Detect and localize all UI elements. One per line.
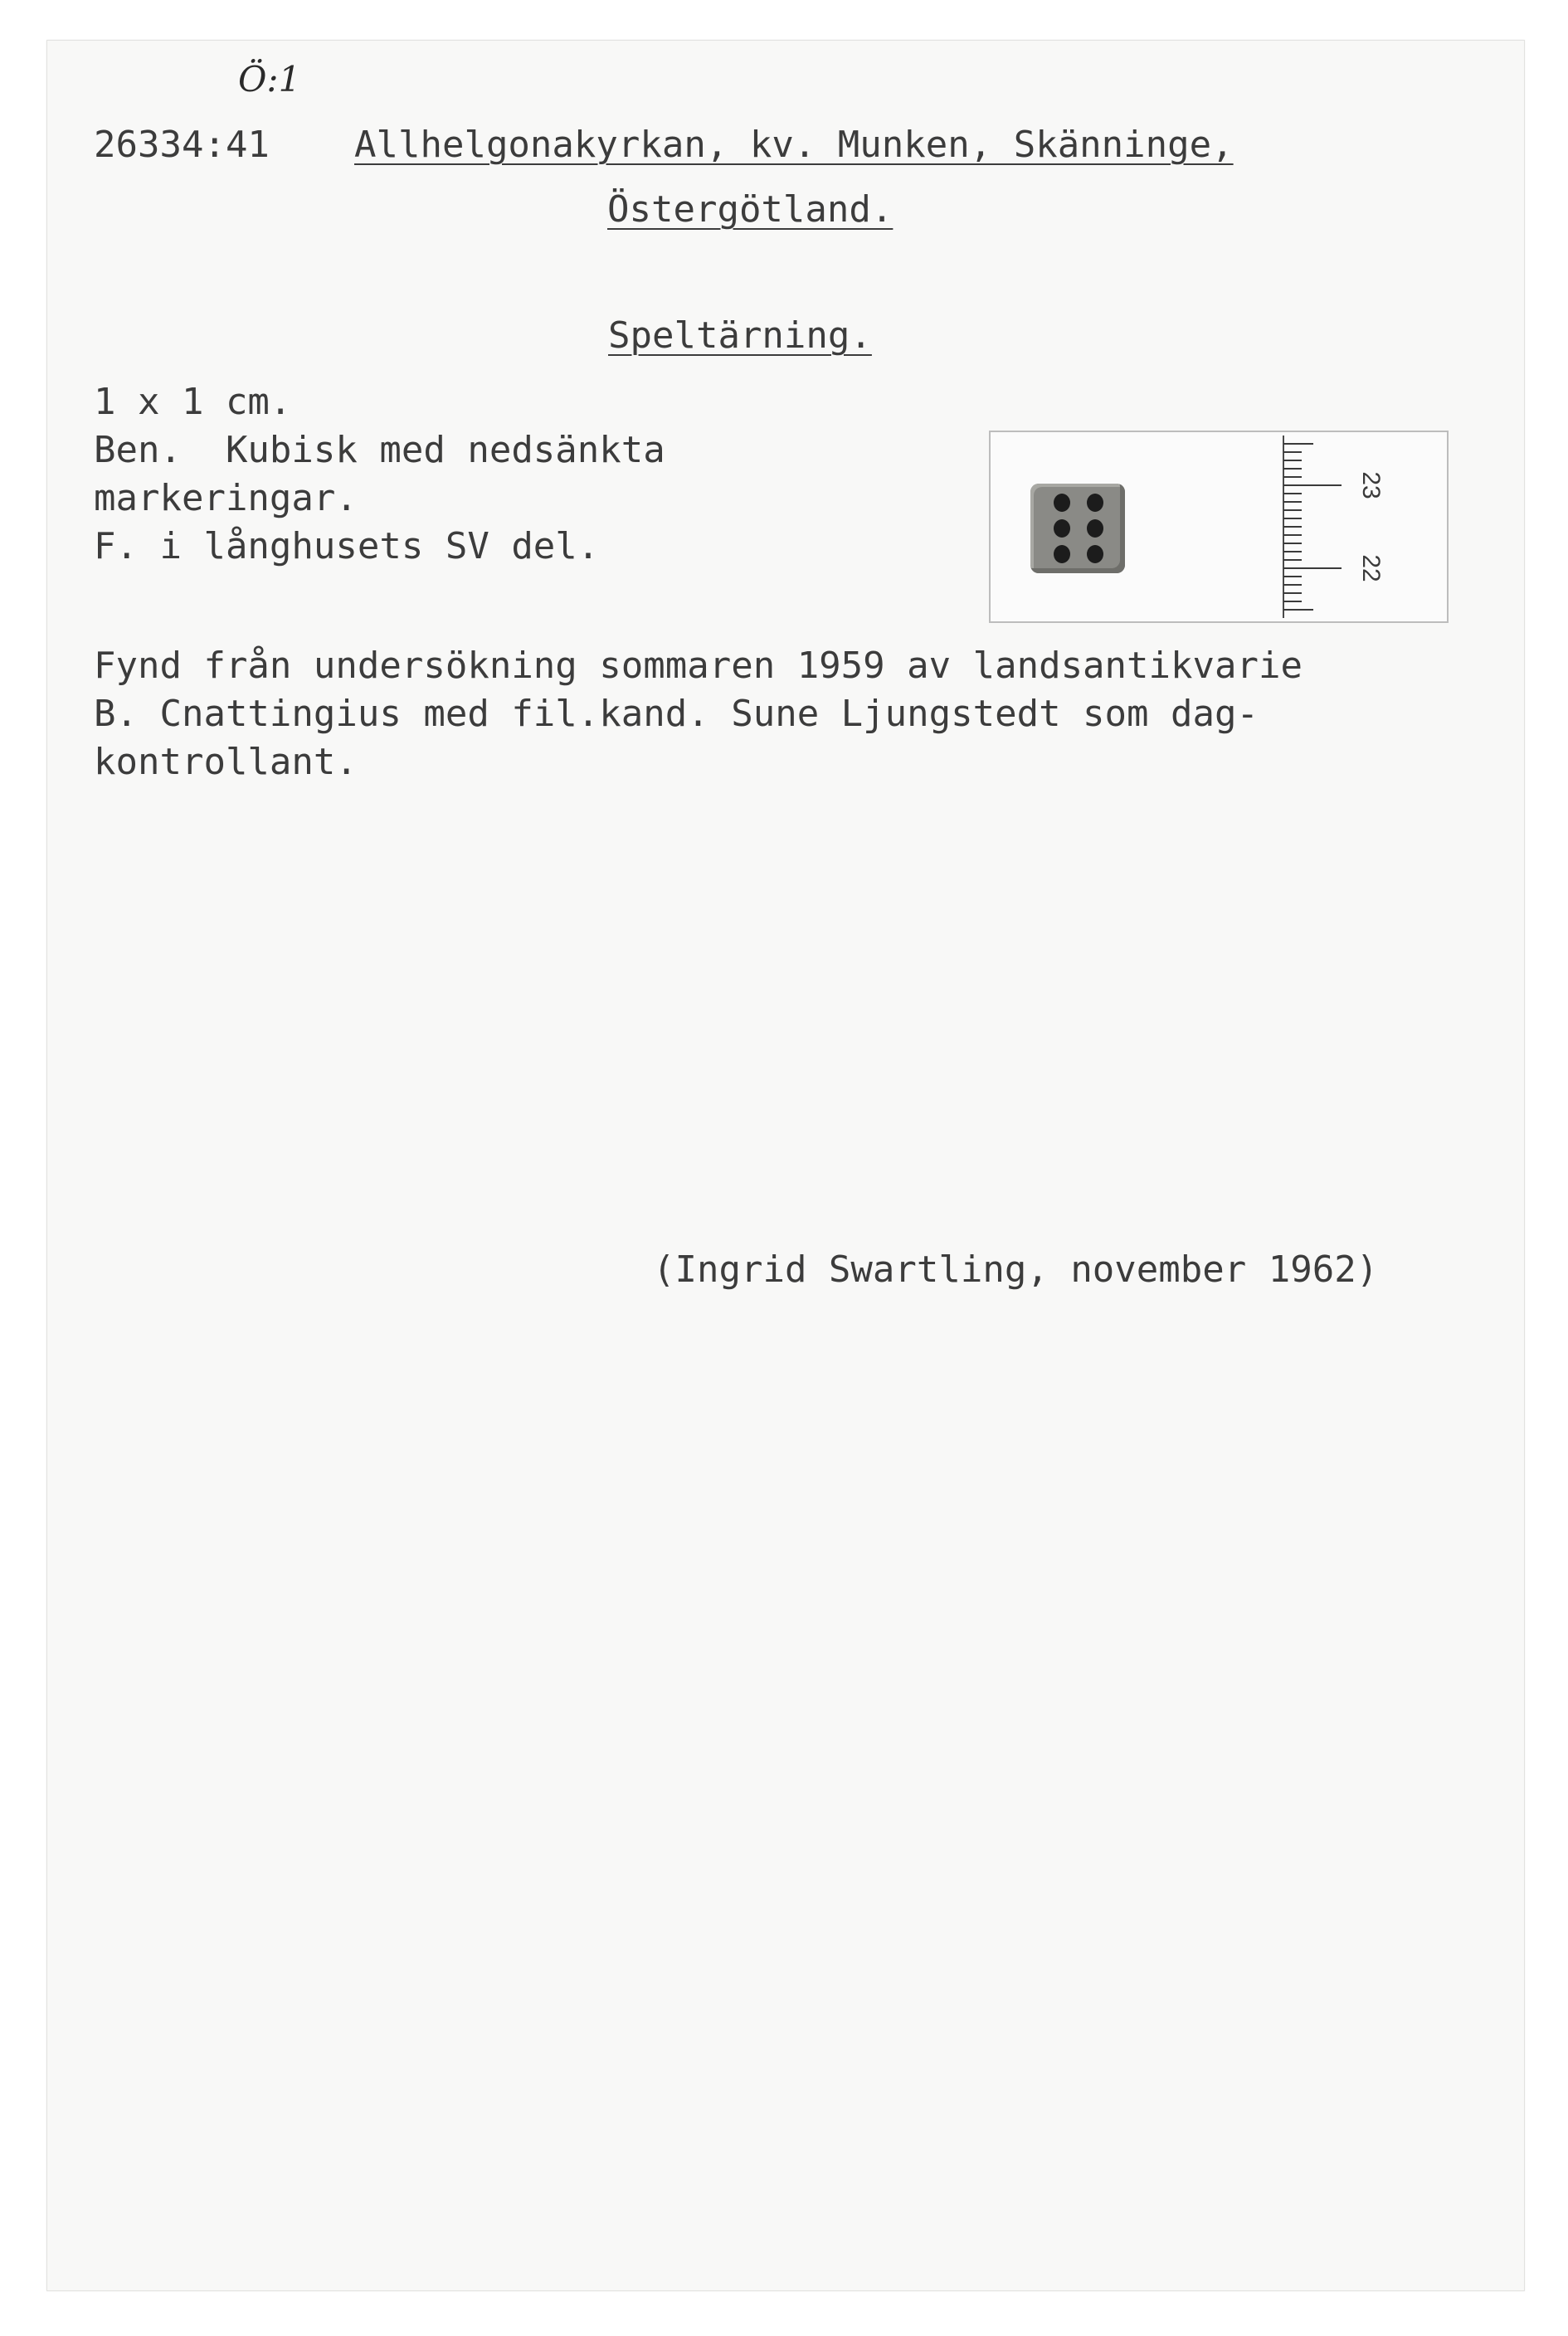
- die-pip: [1087, 545, 1103, 563]
- signature: (Ingrid Swartling, november 1962): [653, 1248, 1379, 1291]
- description-line-3: kontrollant.: [94, 741, 358, 783]
- ruler-label-bottom: 22: [1357, 554, 1385, 582]
- description-line-1: Fynd från undersökning sommaren 1959 av landsantikvarie: [94, 645, 1303, 687]
- die-pip: [1054, 519, 1070, 538]
- description-line-2: B. Cnattingius med fil.kand. Sune Ljungstedt som dag-: [94, 693, 1259, 735]
- catalog-card: [46, 40, 1525, 2291]
- material-line-1: Ben. Kubisk med nedsänkta: [94, 429, 665, 471]
- die-pip: [1054, 494, 1070, 512]
- die-pip: [1087, 494, 1103, 512]
- object-title: Speltärning.: [608, 314, 872, 357]
- location-line-1: Allhelgonakyrkan, kv. Munken, Skänninge,: [354, 124, 1234, 166]
- die-image: [1030, 484, 1125, 573]
- findspot: F. i långhusets SV del.: [94, 525, 600, 567]
- handwritten-mark: Ö:1: [238, 59, 301, 100]
- object-photo: [989, 431, 1449, 623]
- ruler-label-top: 23: [1357, 471, 1385, 499]
- die-pip: [1087, 519, 1103, 538]
- scale-ruler: [1277, 432, 1447, 621]
- die-pip: [1054, 545, 1070, 563]
- catalog-number: 26334:41: [94, 124, 270, 166]
- location-line-2: Östergötland.: [607, 188, 894, 231]
- dimensions: 1 x 1 cm.: [94, 381, 292, 423]
- material-line-2: markeringar.: [94, 477, 358, 519]
